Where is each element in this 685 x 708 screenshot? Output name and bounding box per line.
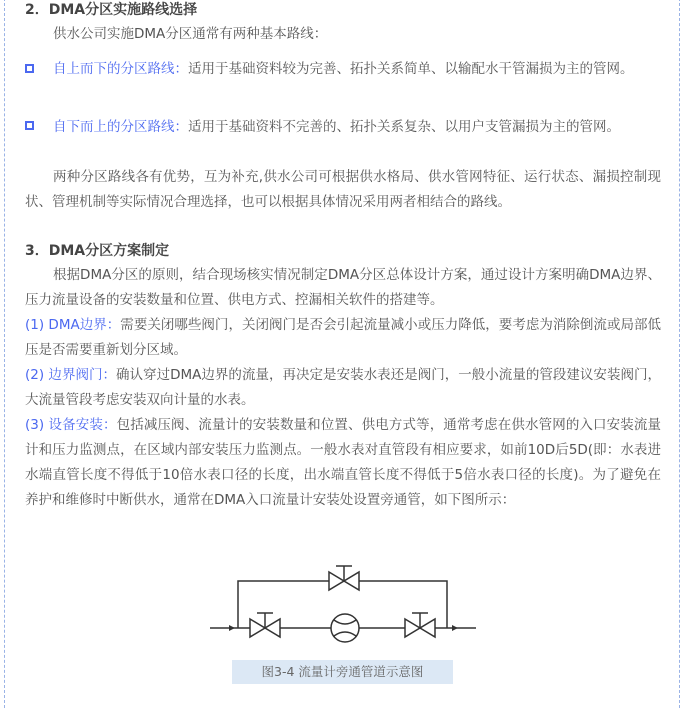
outlet-valve-icon	[405, 613, 435, 637]
item-label: (2) 边界阀门：	[25, 367, 117, 383]
flow-meter-icon	[331, 614, 359, 642]
section-3-intro: 根据DMA分区的原则，结合现场核实情况制定DMA分区总体设计方案，通过设计方案明确DMA边界、压力流量设备的安装数量和位置、供电方式、控漏相关软件的搭建等。	[25, 267, 661, 308]
item-text: 需要关闭哪些阀门，关闭阀门是否会引起流量减小或压力降低，要考虑为消除倒流或局部低压是否需要重新划分区域。	[25, 317, 662, 358]
bypass-valve-icon	[329, 566, 359, 590]
item-label: (1) DMA边界：	[25, 317, 121, 333]
bullet-label: 自下而上的分区路线：	[53, 119, 188, 135]
bullet-label: 自上而下的分区路线：	[53, 61, 188, 77]
section-3-heading: 3．DMA分区方案制定	[25, 243, 170, 259]
section-2-summary: 两种分区路线各有优势，互为补充,供水公司可根据供水格局、供水管网特征、运行状态、漏损控制现状、管理机制等实际情况合理选择，也可以根据具体情况采用两者相结合的路线。	[25, 169, 661, 210]
item-text: 确认穿过DMA边界的流量，再决定是安装水表还是阀门，一般小流量的管段建议安装阀门，大流量管段考虑安装双向计量的水表。	[25, 367, 661, 408]
figure-caption: 图3-4 流量计旁通管道示意图	[232, 660, 453, 684]
bullet-text: 适用于基础资料较为完善、拓扑关系简单、以输配水干管漏损为主的管网。	[188, 61, 634, 77]
inlet-valve-icon	[250, 613, 280, 637]
section-2-intro: 供水公司实施DMA分区通常有两种基本路线：	[53, 26, 328, 42]
section-2-heading: 2．DMA分区实施路线选择	[25, 2, 198, 18]
outlet-arrow-icon	[452, 625, 458, 631]
bullet-text: 适用于基础资料不完善的、拓扑关系复杂、以用户支管漏损为主的管网。	[188, 119, 620, 135]
item-label: (3) 设备安装：	[25, 417, 117, 433]
inlet-arrow-icon	[229, 625, 235, 631]
item-text: 包括减压阀、流量计的安装数量和位置、供电方式等，通常考虑在供水管网的入口安装流量计和压力监测点，在区域内部安装压力监测点。一般水表对直管段有相应要求，如前10D后5D(即：水表进水端直管长度不得低于10倍水表口径的长度，出水端直管长度不得低于5倍水表口径的长度)。为了避免在养护和维修时中断供水，通常在DMA入口流量计安装处设置旁通管，如下图所示：	[25, 417, 661, 508]
